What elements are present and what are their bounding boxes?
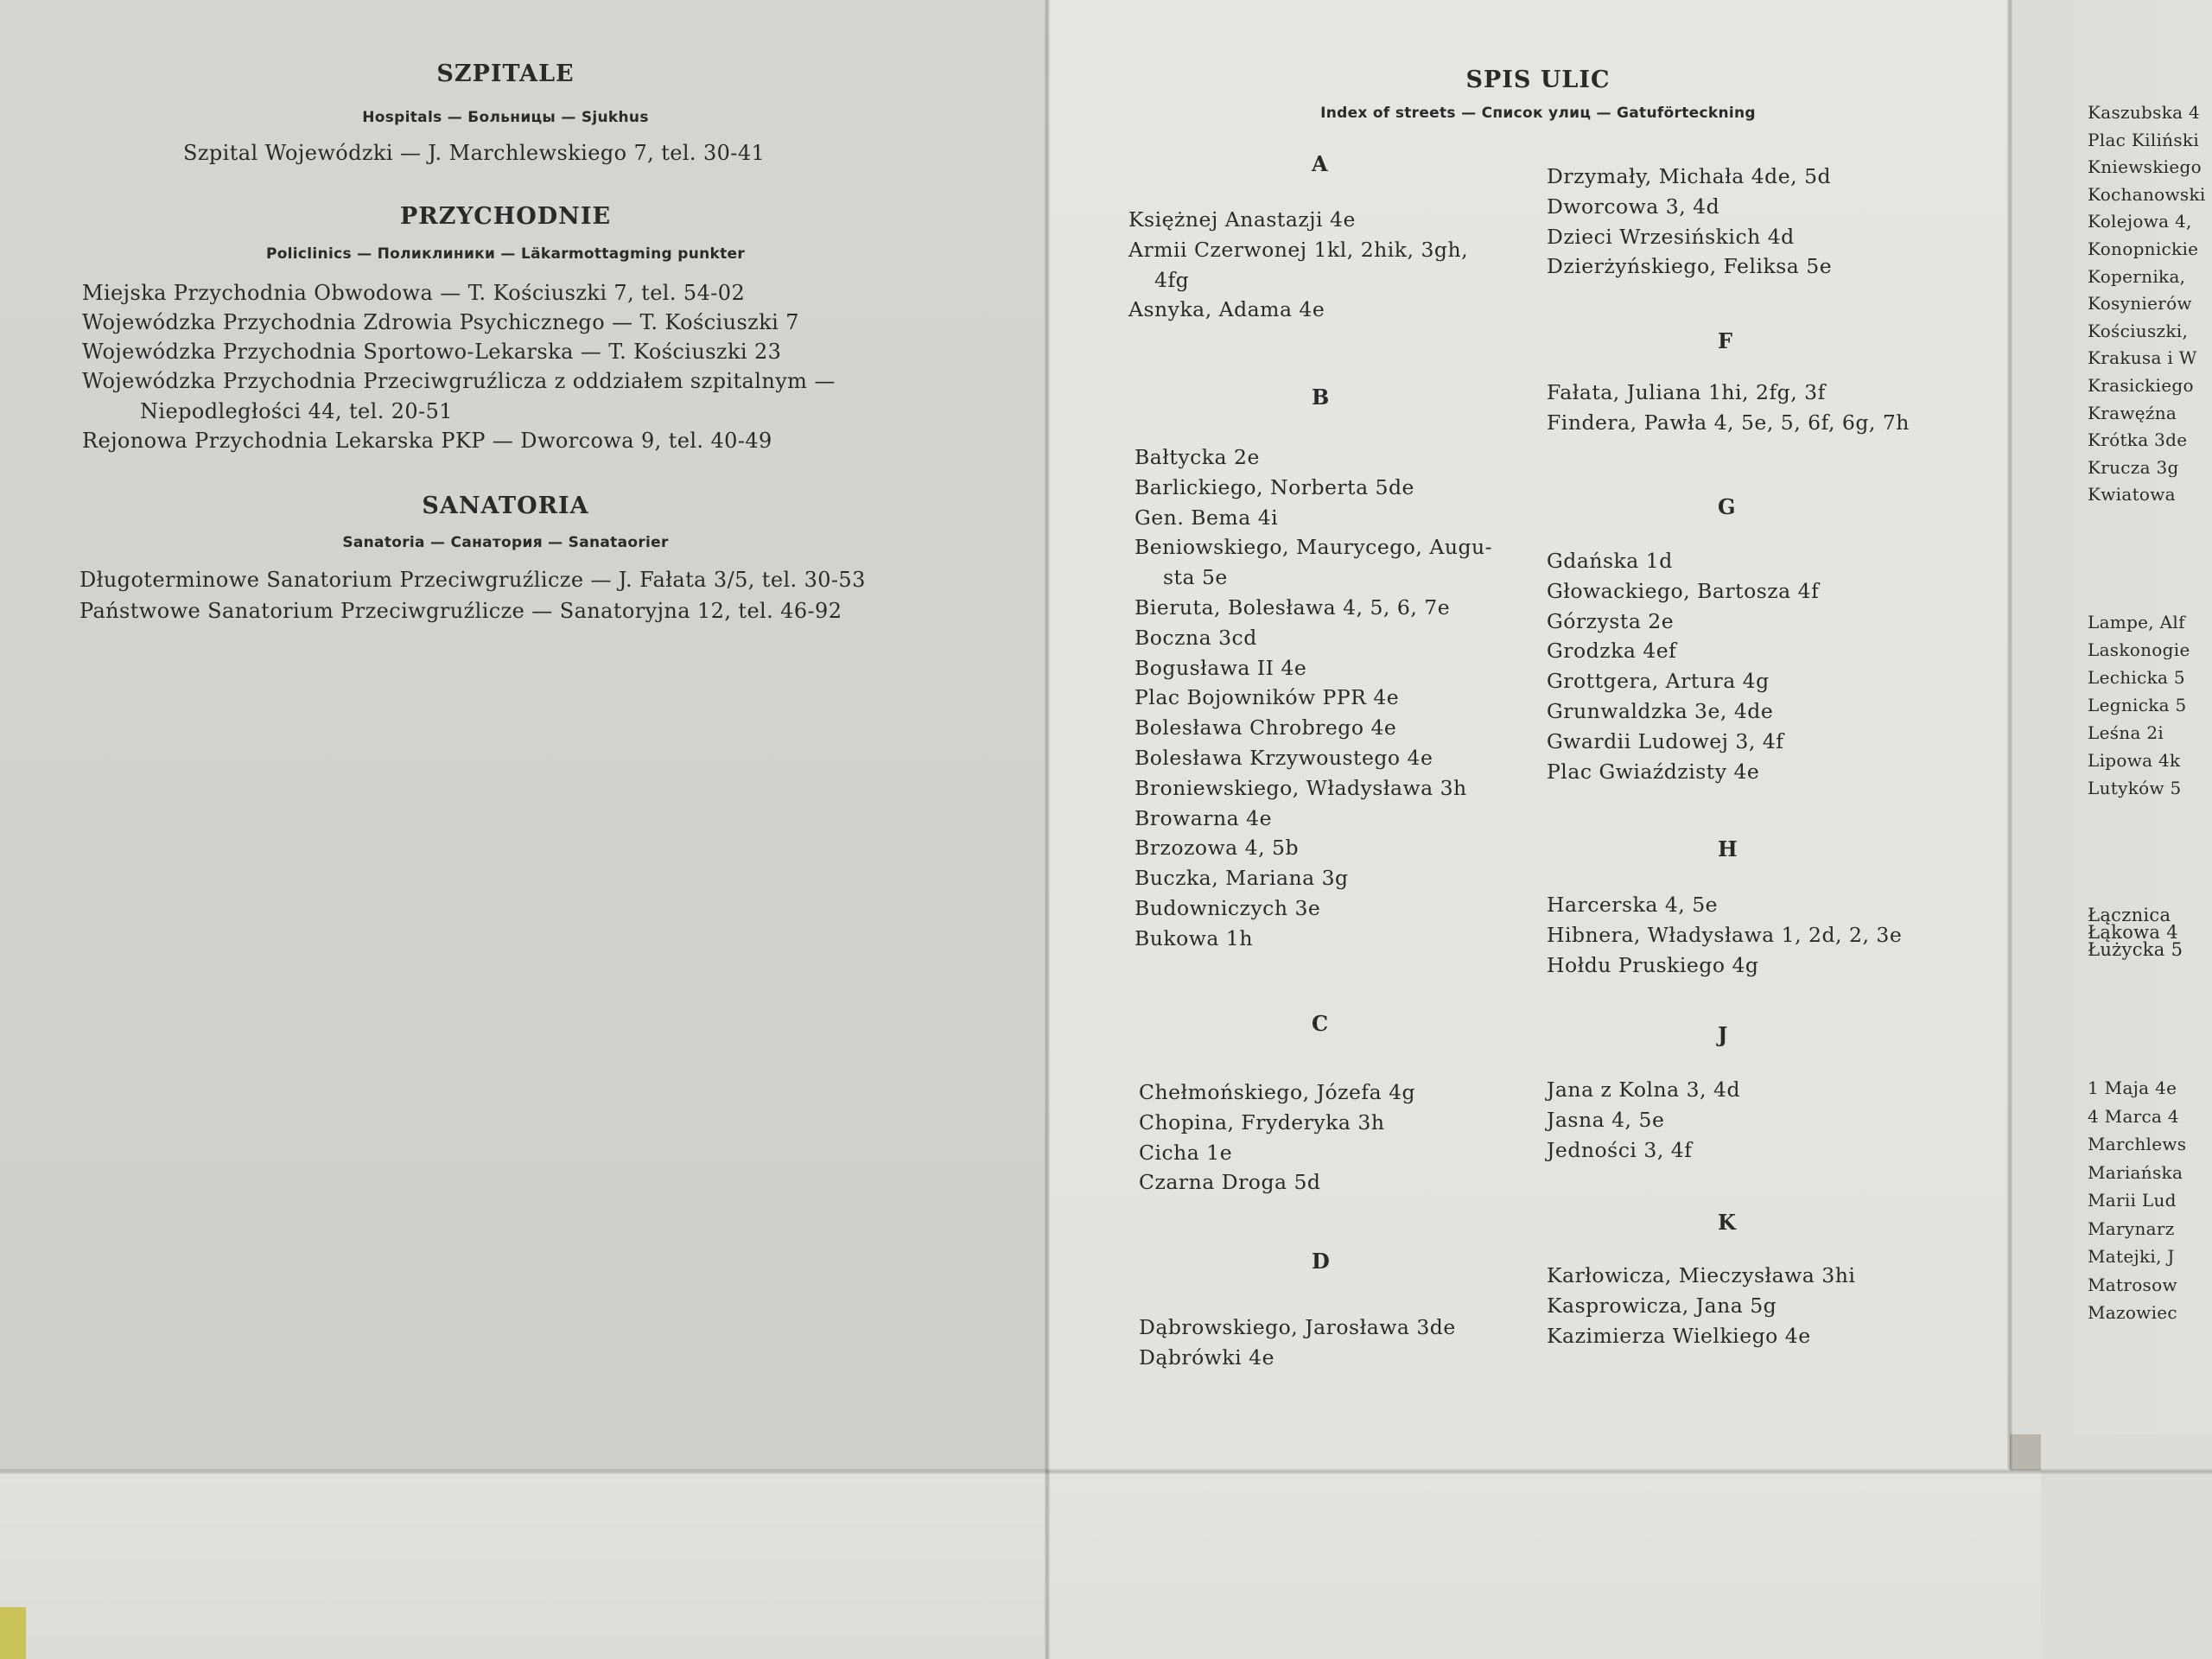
street-entry-partial: Łącznica [2088, 905, 2171, 925]
street-entry: Czarna Droga 5d [1139, 1170, 1321, 1195]
clinic-entry: Wojewódzka Przychodnia Przeciwgruźlicza z oddziałem szpitalnym — [82, 369, 836, 393]
street-entry-partial: 4 Marca 4 [2088, 1105, 2179, 1127]
street-entry: Drzymały, Michała 4de, 5d [1547, 164, 1832, 188]
street-entry: Jedności 3, 4f [1547, 1137, 1693, 1162]
street-entry: sta 5e [1163, 565, 1228, 590]
street-entry-partial: Lechicka 5 [2088, 667, 2185, 688]
street-entry: Bogusława II 4e [1135, 655, 1307, 680]
street-entry-partial: Mariańska [2088, 1161, 2183, 1183]
street-entry-partial: 1 Maja 4e [2088, 1077, 2177, 1098]
street-entry: Browarna 4e [1135, 805, 1272, 830]
street-entry: Chełmońskiego, Józefa 4g [1139, 1080, 1416, 1104]
index-letter-heading: B [1312, 385, 1330, 410]
horizontal-fold [0, 1469, 2212, 1474]
section-subtitle-hospitals: Hospitals — Больницы — Sjukhus [362, 109, 649, 126]
street-entry: Hibnera, Władysława 1, 2d, 2, 3e [1547, 922, 1903, 947]
street-entry: Hołdu Pruskiego 4g [1547, 952, 1759, 977]
street-entry-partial: Krasickiego [2088, 375, 2194, 396]
street-entry: Bieruta, Bolesława 4, 5, 6, 7e [1135, 595, 1451, 620]
street-entry-partial: Lampe, Alf [2088, 612, 2185, 632]
index-letter-heading: K [1718, 1210, 1736, 1235]
section-title-sanatoria: SANATORIA [422, 493, 589, 519]
street-entry: Dzierżyńskiego, Feliksa 5e [1547, 254, 1833, 279]
bottom-fold-right [2041, 1434, 2212, 1659]
street-entry: Bolesława Chrobrego 4e [1135, 715, 1397, 741]
street-entry: Dworcowa 3, 4d [1547, 194, 1720, 219]
street-entry: Gwardii Ludowej 3, 4f [1547, 728, 1784, 753]
street-entry: Grottgera, Artura 4g [1547, 669, 1770, 694]
street-entry: Dąbrowskiego, Jarosława 3de [1139, 1315, 1456, 1339]
street-entry: Gdańska 1d [1547, 549, 1673, 573]
index-letter-heading: C [1312, 1011, 1329, 1036]
clinic-entry: Miejska Przychodnia Obwodowa — T. Kościuszki 7, tel. 54-02 [82, 281, 746, 305]
street-entry: Górzysta 2e [1547, 608, 1675, 633]
street-entry: Jasna 4, 5e [1547, 1107, 1665, 1132]
section-subtitle-clinics: Policlinics — Поликлиники — Läkarmottagming punkter [265, 245, 746, 263]
street-entry: Findera, Pawła 4, 5e, 5, 6f, 6g, 7h [1547, 410, 1910, 435]
street-entry-partial: Marynarz [2088, 1217, 2175, 1239]
street-entry: Głowackiego, Bartosza 4f [1547, 578, 1820, 603]
street-entry: Kasprowicza, Jana 5g [1547, 1293, 1777, 1318]
street-entry-partial: Kniewskiego [2088, 156, 2202, 178]
index-letter-heading: D [1312, 1249, 1330, 1274]
street-entry-partial: Krakusa i W [2088, 347, 2197, 369]
street-entry: Grunwaldzka 3e, 4de [1547, 699, 1774, 723]
street-entry: Bukowa 1h [1135, 925, 1253, 950]
bottom-fold-mid [1047, 1471, 2041, 1659]
vertical-fold [2007, 0, 2012, 1469]
street-entry-partial: Kochanowski [2088, 183, 2206, 205]
street-entry: Księżnej Anastazji 4e [1128, 207, 1356, 232]
street-entry-partial: Kopernika, [2088, 265, 2186, 287]
street-entry: Boczna 3cd [1135, 625, 1257, 650]
section-title-hospitals: SZPITALE [436, 60, 575, 87]
street-entry: Chopina, Fryderyka 3h [1139, 1109, 1385, 1135]
vertical-fold [1045, 0, 1050, 1659]
street-entry-partial: Kościuszki, [2088, 320, 2189, 341]
clinic-entry: Wojewódzka Przychodnia Zdrowia Psychicznego — T. Kościuszki 7 [82, 310, 799, 334]
index-letter-heading: G [1718, 494, 1736, 519]
sanatorium-entry: Długoterminowe Sanatorium Przeciwgruźlicze — J. Fałata 3/5, tel. 30-53 [79, 568, 866, 592]
street-entry: Harcerska 4, 5e [1547, 893, 1719, 917]
street-entry: Jana z Kolna 3, 4d [1547, 1077, 1740, 1102]
street-entry-partial: Matejki, J [2088, 1246, 2175, 1267]
index-letter-heading: H [1718, 836, 1738, 861]
index-letter-heading: A [1312, 151, 1328, 176]
street-entry-partial: Krawęźna [2088, 402, 2177, 423]
street-entry-partial: Mazowiec [2088, 1302, 2177, 1323]
street-entry: Asnyka, Adama 4e [1128, 297, 1325, 322]
street-entry-partial: Kwiatowa [2088, 484, 2176, 505]
clinic-entry: Rejonowa Przychodnia Lekarska PKP — Dworcowa 9, tel. 40-49 [82, 429, 772, 453]
street-entry-partial: Konopnickie [2088, 238, 2199, 259]
street-entry-partial: Kosynierów [2088, 293, 2192, 315]
street-entry-partial: Marii Lud [2088, 1190, 2177, 1211]
street-entry: Cicha 1e [1139, 1140, 1233, 1165]
street-entry: Dzieci Wrzesińskich 4d [1547, 224, 1795, 249]
street-entry: Plac Gwiaździsty 4e [1547, 759, 1760, 784]
street-entry-partial: Legnicka 5 [2088, 695, 2187, 715]
hospital-entry: Szpital Wojewódzki — J. Marchlewskiego 7, tel. 30-41 [183, 141, 766, 165]
street-entry: Broniewskiego, Władysława 3h [1135, 775, 1467, 800]
index-letter-heading: J [1718, 1022, 1728, 1047]
street-entry-partial: Matrosow [2088, 1274, 2177, 1295]
clinic-entry: Wojewódzka Przychodnia Sportowo-Lekarska — T. Kościuszki 23 [82, 340, 782, 364]
street-entry: Plac Bojowników PPR 4e [1135, 685, 1400, 710]
street-entry: Karłowicza, Mieczysława 3hi [1547, 1263, 1856, 1287]
street-entry: Barlickiego, Norberta 5de [1135, 474, 1414, 499]
street-entry-partial: Łużycka 5 [2088, 939, 2183, 960]
street-entry: Armii Czerwonej 1kl, 2hik, 3gh, [1128, 237, 1469, 262]
street-entry-partial: Kolejowa 4, [2088, 211, 2192, 232]
street-entry: 4fg [1154, 267, 1190, 292]
street-entry: Gen. Bema 4i [1135, 505, 1279, 530]
index-title: SPIS ULIC [1465, 67, 1611, 93]
street-entry: Buczka, Mariana 3g [1135, 866, 1349, 891]
street-entry-partial: Lutyków 5 [2088, 778, 2182, 798]
index-subtitle: Index of streets — Список улиц — Gatuförteckning [1320, 105, 1756, 122]
street-entry: Brzozowa 4, 5b [1135, 836, 1300, 861]
street-entry-partial: Kaszubska 4 [2088, 102, 2201, 123]
sanatorium-entry: Państwowe Sanatorium Przeciwgruźlicze — Sanatoryjna 12, tel. 46-92 [79, 599, 842, 623]
clinic-entry-continued: Niepodległości 44, tel. 20-51 [140, 399, 453, 423]
section-title-clinics: PRZYCHODNIE [399, 203, 612, 230]
map-edge [0, 1607, 26, 1659]
street-entry: Grodzka 4ef [1547, 639, 1677, 664]
street-entry: Dąbrówki 4e [1139, 1344, 1274, 1370]
street-entry-partial: Leśna 2i [2088, 722, 2164, 743]
street-entry-partial: Lipowa 4k [2088, 750, 2181, 771]
street-entry: Beniowskiego, Maurycego, Augu- [1135, 535, 1493, 560]
street-entry: Kazimierza Wielkiego 4e [1547, 1323, 1811, 1348]
street-entry-partial: Laskonogie [2088, 639, 2190, 660]
street-entry-partial: Krucza 3g [2088, 456, 2179, 478]
section-subtitle-sanatoria: Sanatoria — Санатория — Sanataorier [342, 534, 669, 551]
bottom-fold-left [0, 1471, 1047, 1659]
street-entry: Bolesława Krzywoustego 4e [1135, 746, 1433, 770]
street-entry: Budowniczych 3e [1135, 896, 1321, 920]
street-entry-partial: Plac Kiliński [2088, 129, 2200, 150]
street-entry-partial: Łąkowa 4 [2088, 922, 2178, 943]
street-entry: Fałata, Juliana 1hi, 2fg, 3f [1547, 380, 1826, 404]
index-letter-heading: F [1718, 328, 1733, 353]
street-entry-partial: Marchlews [2088, 1134, 2187, 1154]
street-entry: Bałtycka 2e [1135, 445, 1260, 469]
street-entry-partial: Krótka 3de [2088, 429, 2188, 451]
